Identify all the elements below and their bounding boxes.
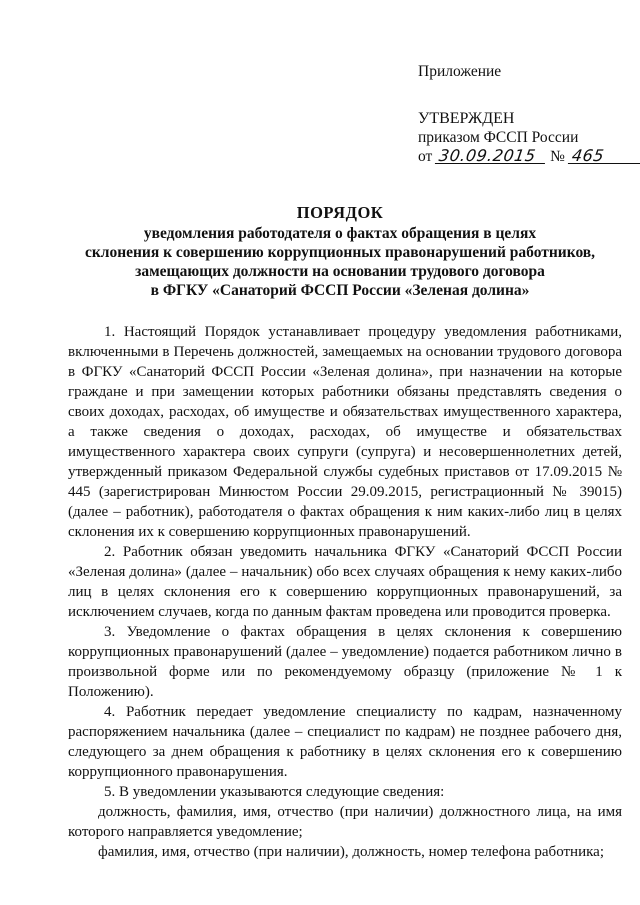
handwritten-number: 465: [568, 148, 640, 164]
heading-line: в ФГКУ «Санаторий ФССП России «Зеленая долина»: [150, 282, 530, 299]
heading-line: склонения к совершению коррупционных правонарушений работников,: [84, 244, 596, 261]
handwritten-date: 30.09.2015: [435, 148, 547, 164]
document-body: [68, 322, 622, 862]
list-item: фамилия, имя, отчество (при наличии), должность, номер телефона работника;: [98, 844, 604, 860]
order-reference: приказом ФССП России: [418, 129, 579, 146]
paragraph-4: 4. Работник передает уведомление специалисту по кадрам, назначенному распоряжением начальника (далее – специалист по кадрам) не позднее рабочего дня, следующего за днем обращения к работнику в целях склонения его к совершению коррупционного правонарушения.: [68, 704, 622, 780]
paragraph-5: 5. В уведомлении указываются следующие сведения:: [104, 784, 445, 800]
paragraph-2: 2. Работник обязан уведомить начальника ФГКУ «Санаторий ФССП России «Зеленая долина» (далее – начальник) обо всех случаях обращения к нему каких-либо лиц в целях склонения его к совершению коррупционных правонарушений, за исключением случаев, когда по данным фактам проведена или проводится проверка.: [68, 544, 622, 620]
document-title: ПОРЯДОК: [296, 203, 384, 222]
list-item: должность, фамилия, имя, отчество (при наличии) должностного лица, на имя которого направляется уведомление;: [68, 804, 622, 840]
number-sign: №: [550, 148, 565, 165]
order-date-line: [418, 147, 640, 166]
date-prefix: от: [418, 148, 433, 165]
document-heading: [60, 203, 620, 300]
paragraph-3: 3. Уведомление о фактах обращения в целях склонения к совершению коррупционных правонарушений (далее – уведомление) подается работником лично в произвольной форме или по рекомендуемому образцу (приложение № 1 к Положению).: [68, 624, 622, 700]
heading-line: замещающих должности на основании трудового договора: [135, 263, 545, 280]
approval-stamp: [418, 62, 640, 166]
appendix-label: Приложение: [418, 63, 502, 80]
approved-label: УТВЕРЖДЕН: [418, 110, 515, 127]
heading-line: уведомления работодателя о фактах обращения в целях: [143, 225, 537, 242]
paragraph-1: 1. Настоящий Порядок устанавливает процедуру уведомления работниками, включенными в Перечень должностей, замещаемых на основании трудового договора в ФГКУ «Санаторий ФССП России «Зеленая долина», при назначении на которые граждане и при замещении которых работники обязаны представлять сведения о своих доходах, расходах, об имуществе и обязательствах имущественного характера, а также сведения о доходах, расходах, об имуществе и обязательствах имущественного характера своих супруги (супруга) и несовершеннолетних детей, утвержденный приказом Федеральной службы судебных приставов от 17.09.2015 № 445 (зарегистрирован Минюстом России 29.09.2015, регистрационный № 39015) (далее – работник), работодателя о фактах обращения к ним каких-либо лиц в целях склонения их к совершению коррупционных правонарушений.: [68, 324, 622, 540]
